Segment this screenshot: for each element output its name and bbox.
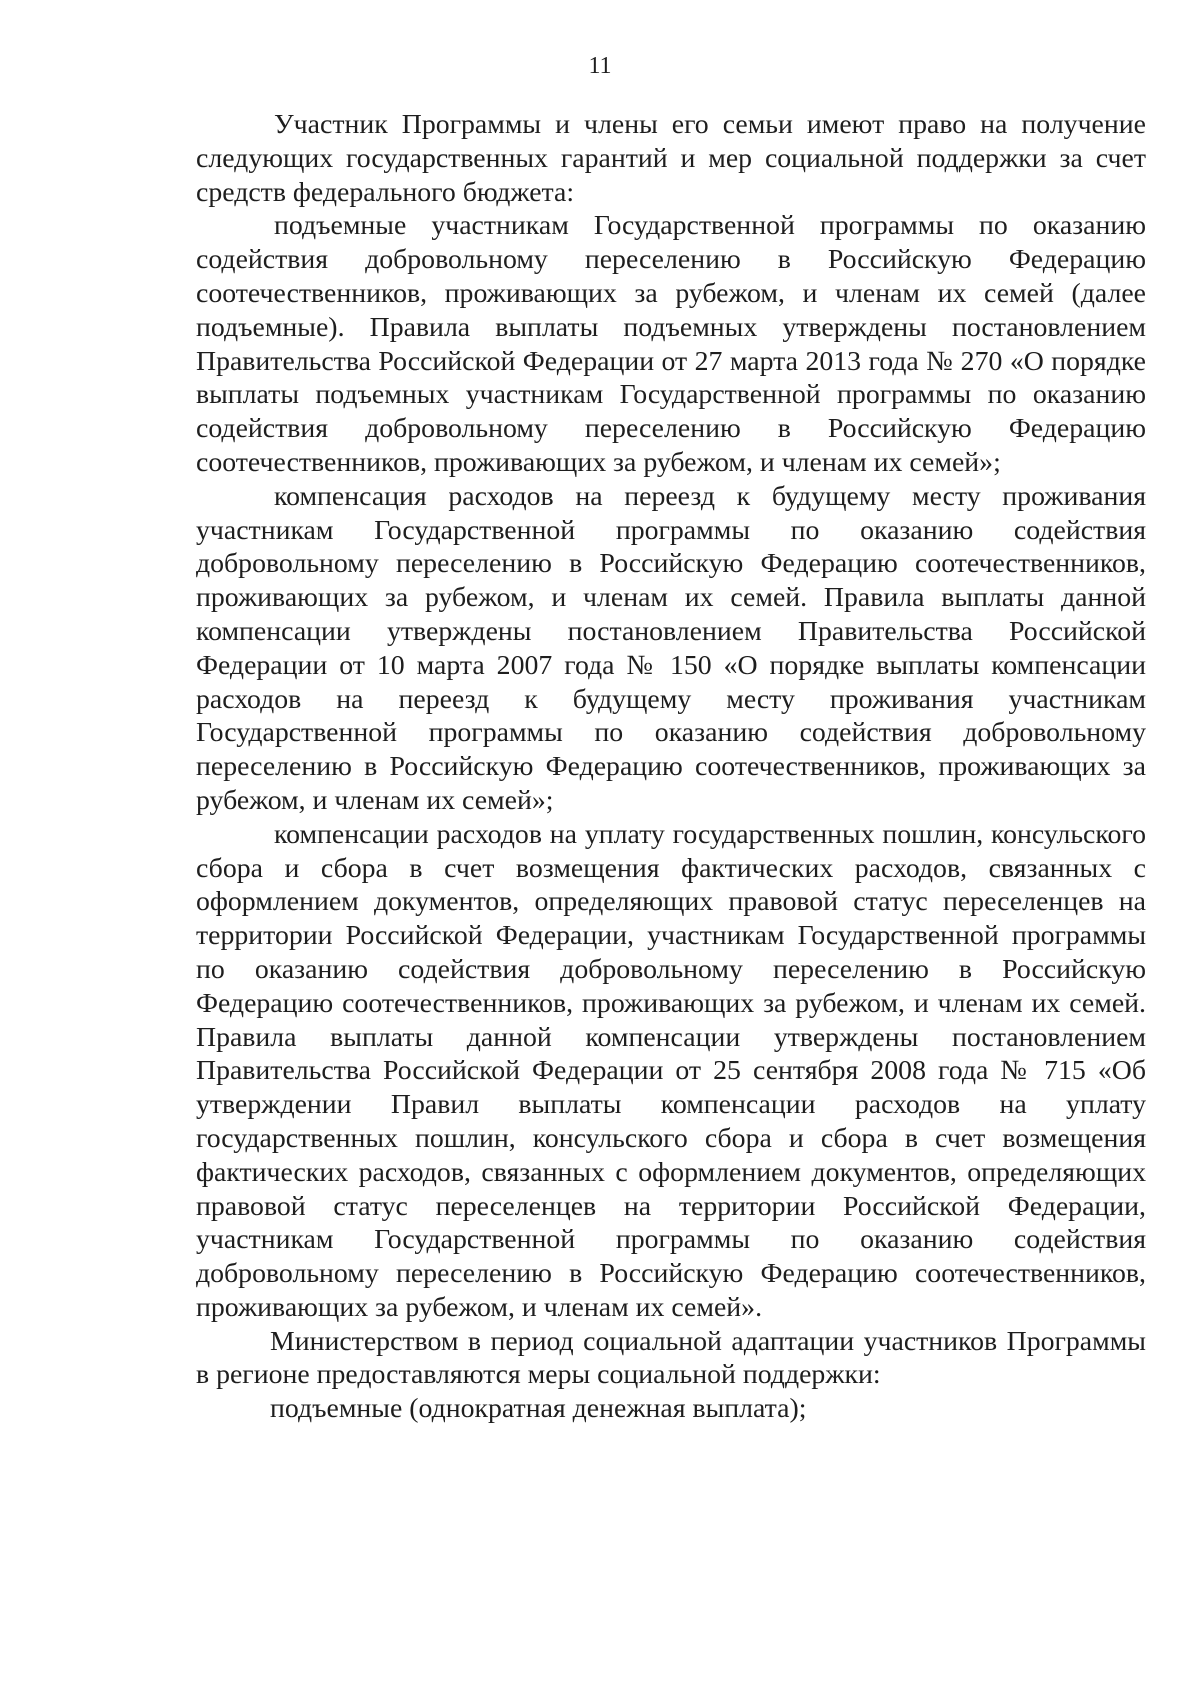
paragraph-rights-intro: Участник Программы и члены его семьи имеют право на получение следующих государственных гарантий и мер социальной поддержки за счет средств федерального бюджета: bbox=[196, 109, 1146, 208]
paragraph-fees-compensation: компенсации расходов на уплату государственных пошлин, консульского сбора и сбора в счет возмещения фактических расходов, связанных с оформлением документов, определяющих правовой статус переселенцев на территории Российской Федерации, участникам Государственной программы по оказанию содействия добровольному переселению в Российскую Федерацию соотечественников, проживающих за рубежом, и членам их семей. Правила выплаты данной компенсации утверждены постановлением Правительства Российской Федерации от 25 сентября 2008 года № 715 «Об утверждении Правил выплаты компенсации расходов на уплату государственных пошлин, консульского сбора и сбора в счет возмещения фактических расходов, связанных с оформлением документов, определяющих правовой статус переселенцев на территории Российской Федерации, участникам Государственной программы по оказанию содействия добровольному переселению в Российскую Федерацию соотечественников, проживающих за рубежом, и членам их семей». bbox=[196, 818, 1146, 1323]
document-body bbox=[196, 108, 1146, 1426]
page-number: 11 bbox=[588, 53, 612, 79]
paragraph-relocation-allowance: подъемные участникам Государственной программы по оказанию содействия добровольному переселению в Российскую Федерацию соотечественников, проживающих за рубежом, и членам их семей (далее подъемные). Правила выплаты подъемных утверждены постановлением Правительства Российской Федерации от 27 марта 2013 года № 270 «О порядке выплаты подъемных участникам Государственной программы по оказанию содействия добровольному переселению в Российскую Федерацию соотечественников, проживающих за рубежом, и членам их семей»; bbox=[196, 210, 1146, 478]
paragraph-moving-expenses-compensation: компенсация расходов на переезд к будущему месту проживания участникам Государственной программы по оказанию содействия добровольному переселению в Российскую Федерацию соотечественников, проживающих за рубежом, и членам их семей. Правила выплаты данной компенсации утверждены постановлением Правительства Российской Федерации от 10 марта 2007 года № 150 «О порядке выплаты компенсации расходов на переезд к будущему месту проживания участникам Государственной программы по оказанию содействия добровольному переселению в Российскую Федерацию соотечественников, проживающих за рубежом, и членам их семей»; bbox=[196, 480, 1146, 816]
paragraph-ministry-support: Министерством в период социальной адаптации участников Программы в регионе предоставляются меры социальной поддержки: bbox=[196, 1325, 1146, 1391]
paragraph-one-time-payment: подъемные (однократная денежная выплата); bbox=[270, 1393, 807, 1425]
